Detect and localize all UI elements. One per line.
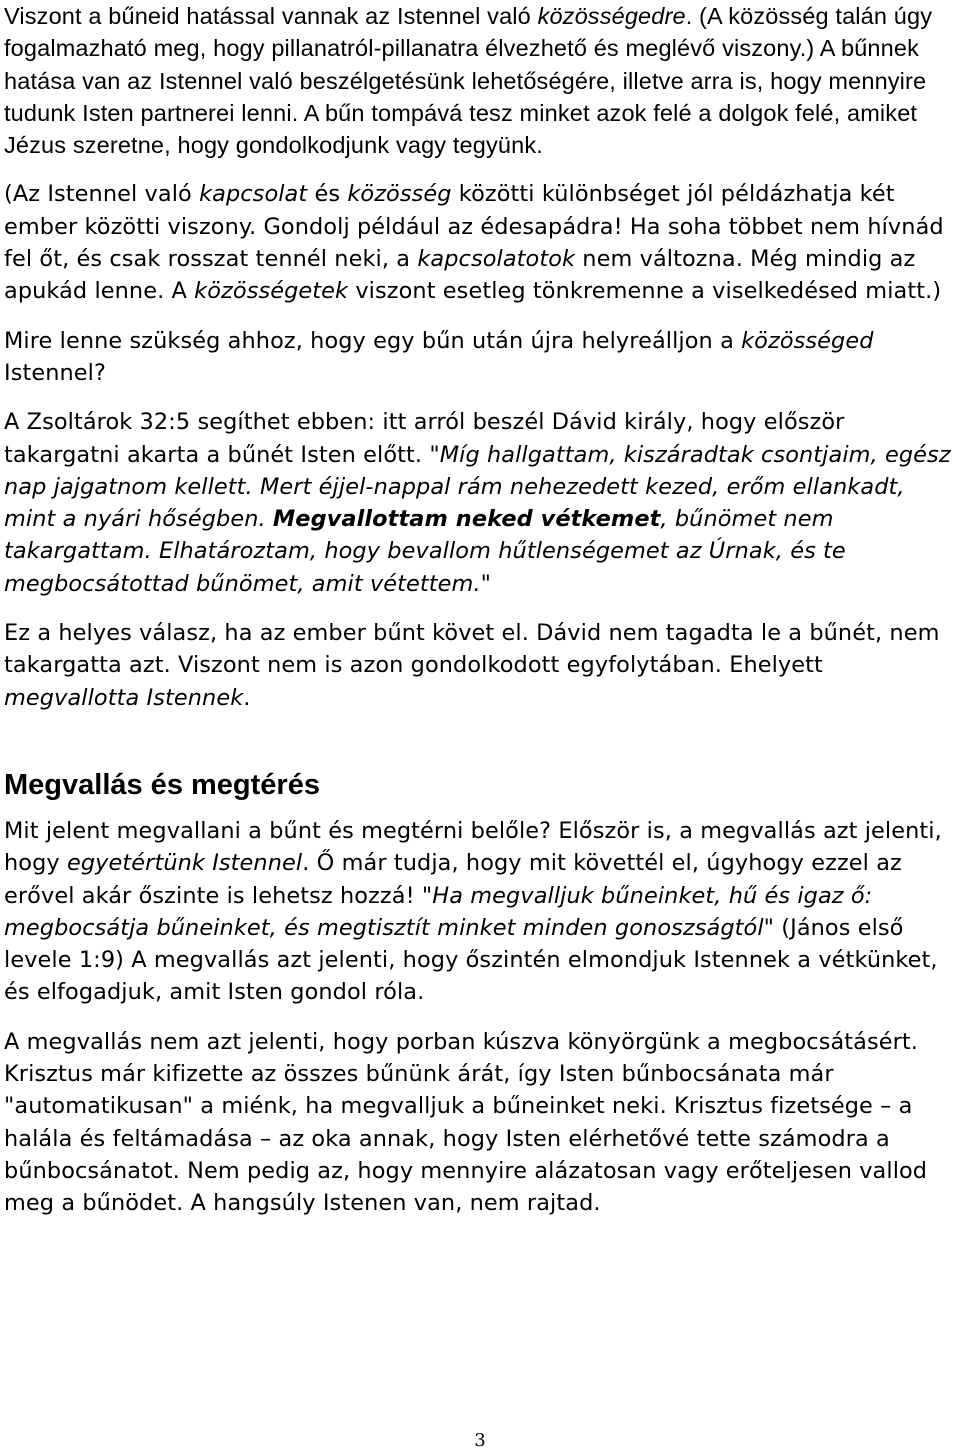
text-run: közötti különbséget jól példázhatja két ember közötti viszony. Gondolj például az édesapádra! Ha soha többet nem hívnád fel őt, és csak rosszat tennél neki, a — [4, 181, 944, 273]
text-run: egyetértünk Istennel — [66, 850, 303, 877]
text-run: közösség — [347, 181, 452, 208]
text-run: A Zsoltárok 32:5 segíthet ebben: itt arról beszél Dávid király, hogy először takargatni akarta a bűnét Isten előtt. — [4, 409, 845, 468]
text-run: , bűnömet nem takargattam. Elhatároztam, hogy bevallom hűtlenségemet az Úrnak, és te megbocsátottad bűnömet, amit vétettem." — [4, 506, 846, 597]
text-run: és — [307, 181, 348, 208]
text-run: Mire lenne szükség ahhoz, hogy egy bűn után újra helyreálljon a — [4, 327, 742, 354]
document-page — [4, 0, 956, 1220]
text-run: . (A közösség talán úgy fogalmazható meg, hogy pillanatról-pillanatra élvezhető és meglévő viszony.) A bűnnek hatása van az Istennel való beszélgetésünk lehetőségére, illetve arra is, hogy mennyire tudunk Isten partnerei lenni. A bűn tompává tesz minket azok felé a dolgok felé, amiket Jézus szeretne, hogy gondolkodjunk vagy tegyünk. — [4, 3, 933, 159]
paragraph-bunbocsanat — [4, 1026, 956, 1220]
text-run: A megvallás nem azt jelenti, hogy porban kúszva könyörgünk a megbocsátásért. Krisztus már kifizette az összes bűnünk árát, így Isten bűnbocsánata már "automatikusan" a miénk, ha megvalljuk a bűneinket neki. Krisztus fizetsége – a halála és feltámadása – az oka annak, hogy Isten elérhetővé tette számodra a bűnbocsánatot. Nem pedig az, hogy mennyire alázatosan vagy erőteljesen vallod meg a bűnödet. A hangsúly Istenen van, nem rajtad. — [4, 1028, 928, 1217]
text-run: Ez a helyes válasz, ha az ember bűnt követ el. Dávid nem tagadta le a bűnét, nem takargatta azt. Viszont nem is azon gondolkodott egyfolytában. Ehelyett — [4, 620, 940, 679]
text-run: nem változna. Még mindig az apukád lenne. A — [4, 246, 916, 305]
text-run: megvallotta Istennek — [4, 684, 244, 711]
text-run: kapcsolat — [199, 181, 308, 208]
text-run: . — [243, 684, 251, 711]
text-run: Viszont a bűneid hatással vannak az Istennel való — [4, 3, 538, 29]
text-run: Megvallottam neked vétkemet — [272, 506, 661, 533]
text-run: viszont esetleg tönkremenne a viselkedésed miatt.) — [348, 278, 942, 305]
paragraph-kerdes — [4, 325, 956, 390]
text-run: "Ha megvalljuk bűneinket, hű és igaz ő: megbocsátja bűneinket, és megtisztít minket minden gonoszságtól" — [4, 882, 873, 941]
text-run: közösségedre — [537, 3, 686, 29]
paragraph-kapcsolat-kozosseg — [4, 178, 956, 307]
section-heading: Megvallás és megtérés — [4, 768, 320, 801]
text-run: közösségetek — [194, 278, 349, 305]
text-run: . Ő már tudja, hogy mit követtél el, úgyhogy ezzel az erővel akár őszinte is lehetsz hozzá! — [4, 850, 902, 909]
text-run: (Az Istennel való — [4, 181, 200, 208]
text-run: Istennel? — [4, 359, 106, 386]
text-run: közösséged — [741, 327, 874, 354]
paragraph-helyes-valasz — [4, 617, 956, 714]
text-run: (János első levele 1:9) A megvallás azt jelenti, hogy őszintén elmondjuk Istennek a vétkünket, és elfogadjuk, amit Isten gondol róla. — [4, 914, 938, 1006]
text-run: "Míg hallgattam, kiszáradtak csontjaim, egész nap jajgatnom kellett. Mert éjjel-nappal rám nehezedett kezed, erőm ellankadt, mint a nyári hőségben. — [4, 441, 951, 533]
text-run: kapcsolatotok — [417, 246, 576, 273]
text-run: Mit jelent megvallani a bűnt és megtérni belőle? Először is, a megvallás azt jelenti, hogy — [4, 817, 942, 877]
page-number: 3 — [474, 1430, 486, 1451]
paragraph-megvallas-jelentese — [4, 815, 956, 1009]
paragraph-zsoltarok — [4, 406, 956, 600]
paragraph-kozosseg-viszony — [4, 0, 956, 161]
